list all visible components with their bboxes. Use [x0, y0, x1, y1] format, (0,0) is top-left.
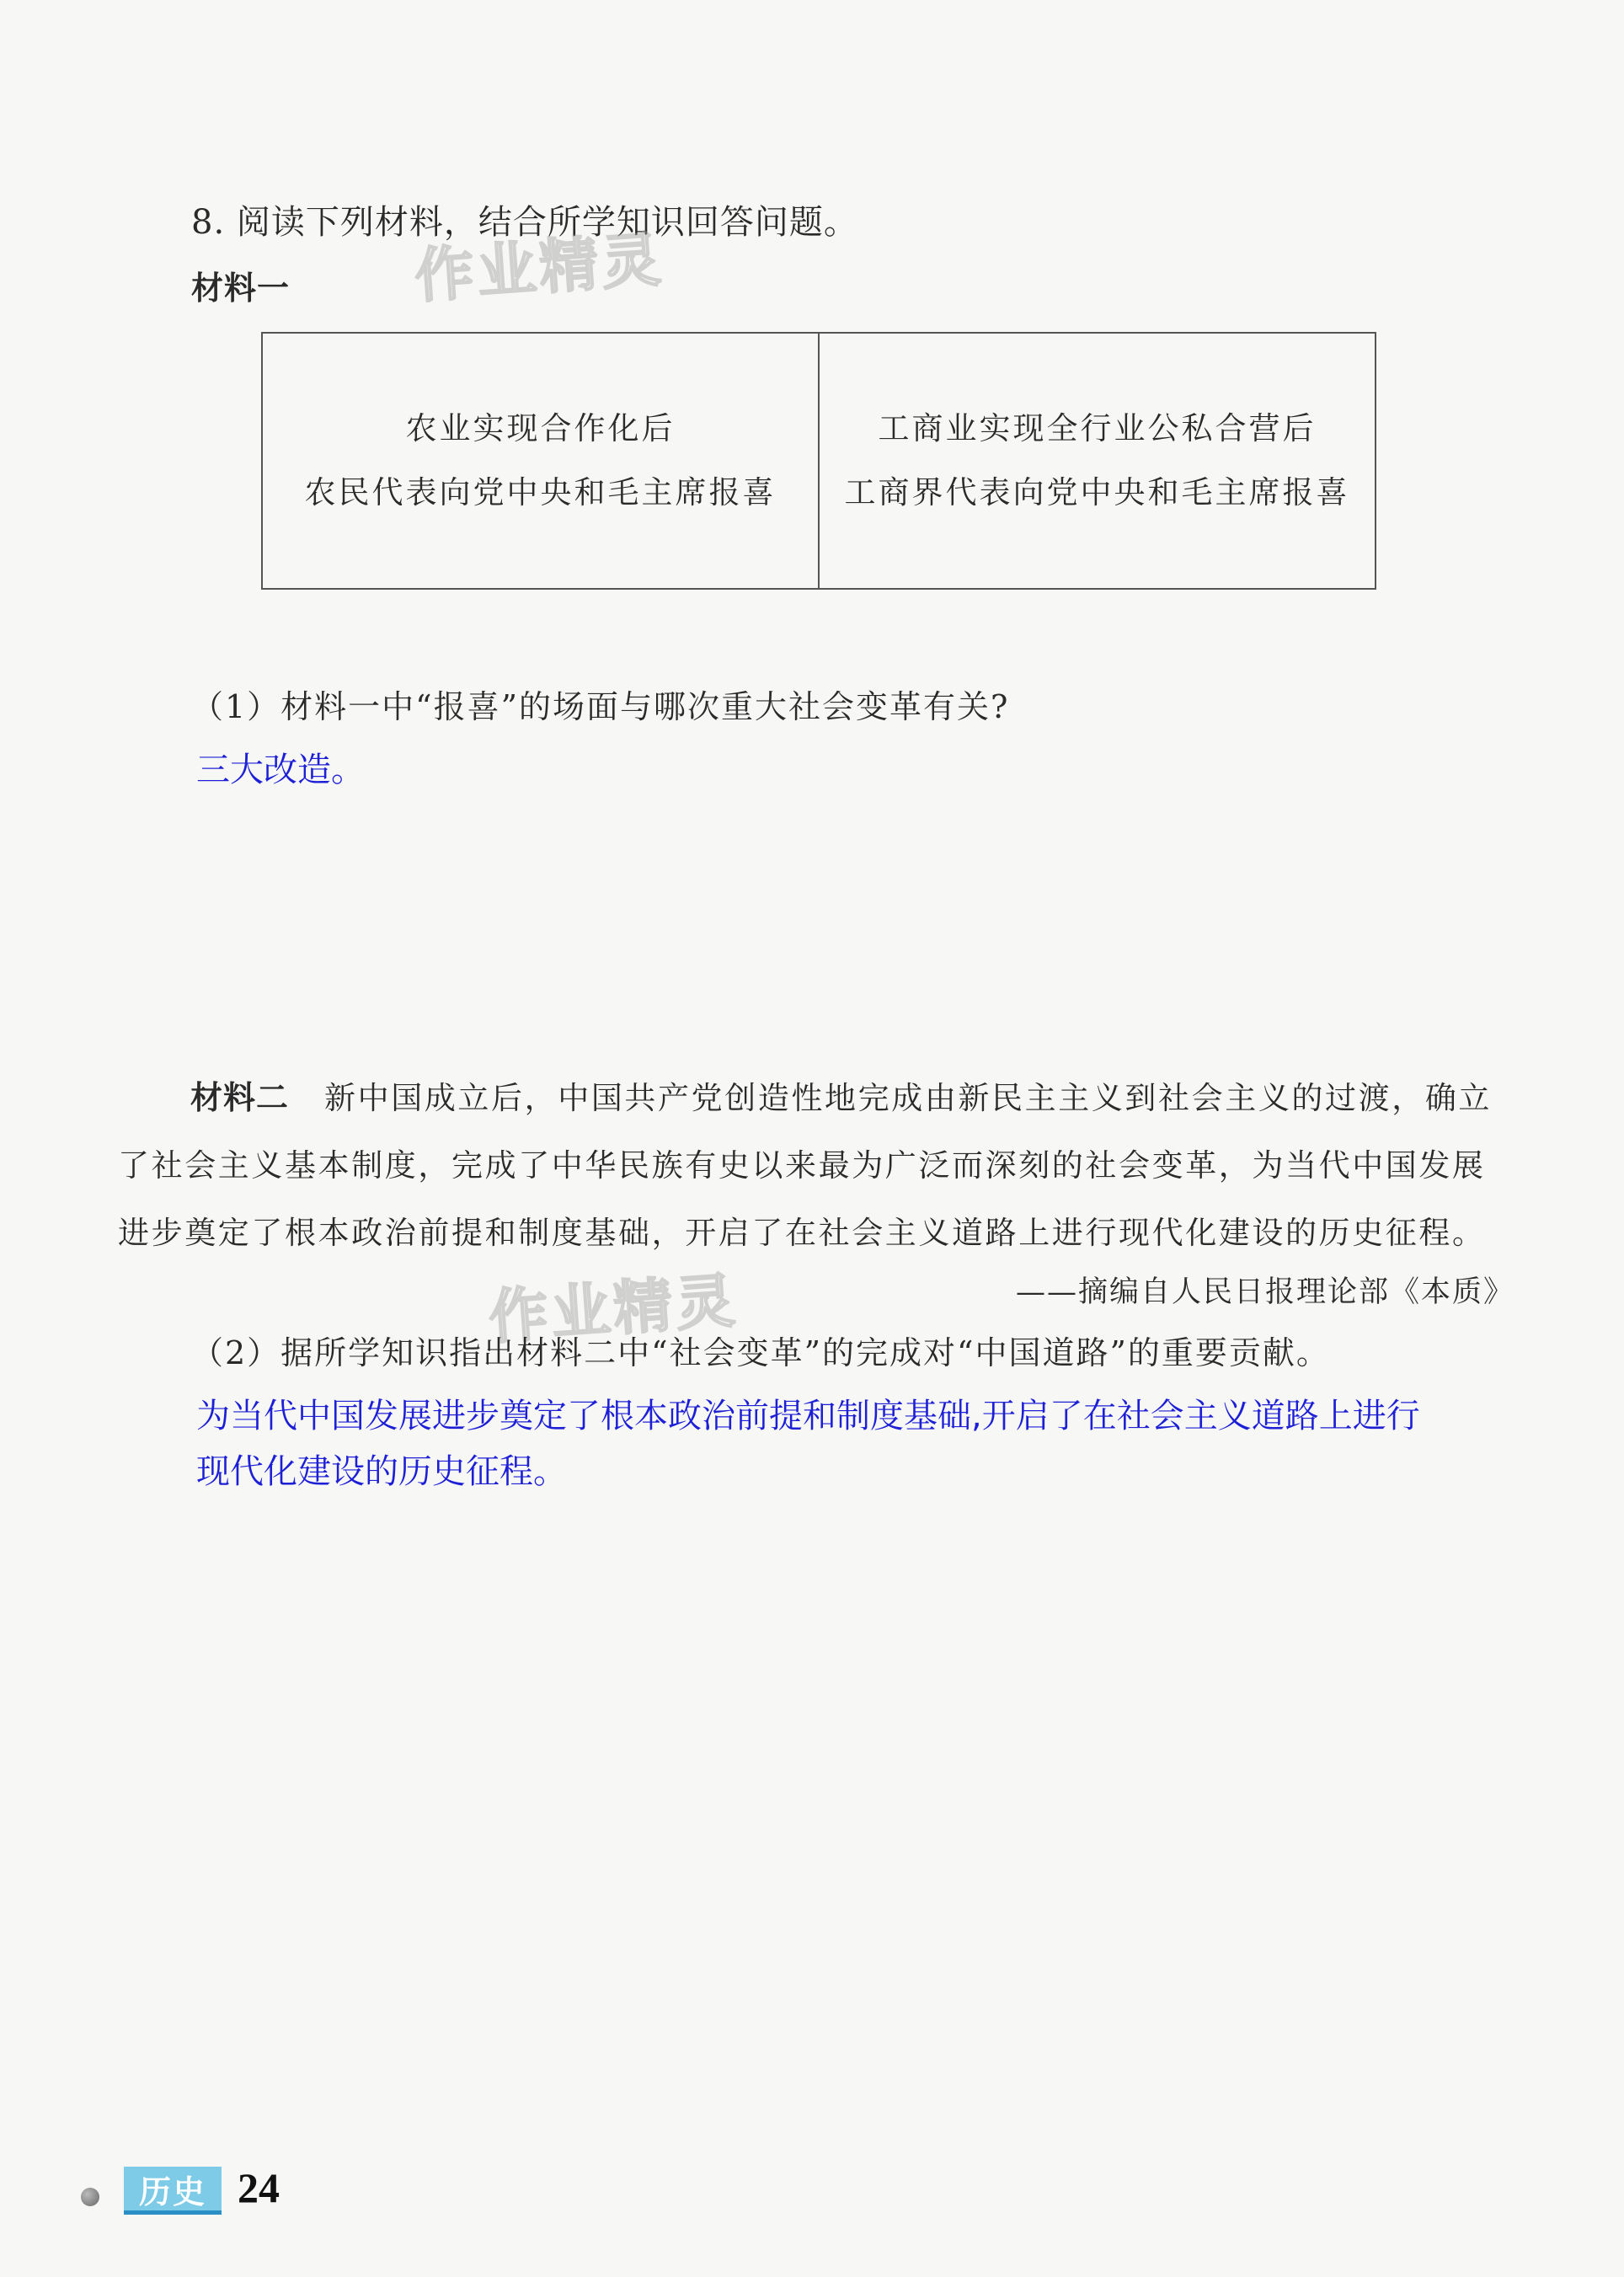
cell-line: 农业实现合作化后 — [405, 410, 676, 446]
cell-line: 工商业实现全行业公私合营后 — [878, 410, 1317, 446]
cell-line: 工商界代表向党中央和毛主席报喜 — [844, 474, 1350, 510]
answer-line: 现代化建设的历史征程。 — [196, 1452, 567, 1491]
watermark: 作业精灵 — [412, 224, 666, 312]
page-number: 24 — [238, 2164, 280, 2211]
cell-line: 农民代表向党中央和毛主席报喜 — [304, 474, 777, 510]
table-cell-agriculture — [263, 334, 818, 588]
material2-source: ——摘编自人民日报理论部《本质》 — [1015, 1275, 1514, 1309]
answer-1: 三大改造。 — [196, 751, 365, 789]
material2-line: 新中国成立后，中国共产党创造性地完成由新民主主义到社会主义的过渡，确立 — [324, 1080, 1493, 1116]
table-cell-industry-commerce — [818, 334, 1375, 588]
footer-dot-icon — [81, 2188, 99, 2206]
material2-paragraph — [118, 1064, 1516, 1267]
material2-label: 材料二 — [190, 1079, 290, 1116]
question-title: 8. 阅读下列材料，结合所学知识回答问题。 — [191, 203, 858, 242]
sub-question-2: （2）据所学知识指出材料二中“社会变革”的完成对“中国道路”的重要贡献。 — [191, 1334, 1330, 1371]
material2-line: 了社会主义基本制度，完成了中华民族有史以来最为广泛而深刻的社会变革，为当代中国发展 — [118, 1147, 1486, 1184]
sub-question-1: （1）材料一中“报喜”的场面与哪次重大社会变革有关? — [191, 688, 1010, 725]
answer-line: 为当代中国发展进步奠定了根本政治前提和制度基础,开启了在社会主义道路上进行 — [196, 1397, 1420, 1435]
material1-label: 材料一 — [191, 270, 291, 307]
subject-tab: 历史 — [124, 2167, 222, 2215]
material1-table — [261, 332, 1376, 590]
answer-2 — [196, 1388, 1420, 1499]
material2-line: 进步奠定了根本政治前提和制度基础，开启了在社会主义道路上进行现代化建设的历史征程。 — [118, 1215, 1486, 1251]
watermark: 作业精灵 — [486, 1265, 740, 1353]
